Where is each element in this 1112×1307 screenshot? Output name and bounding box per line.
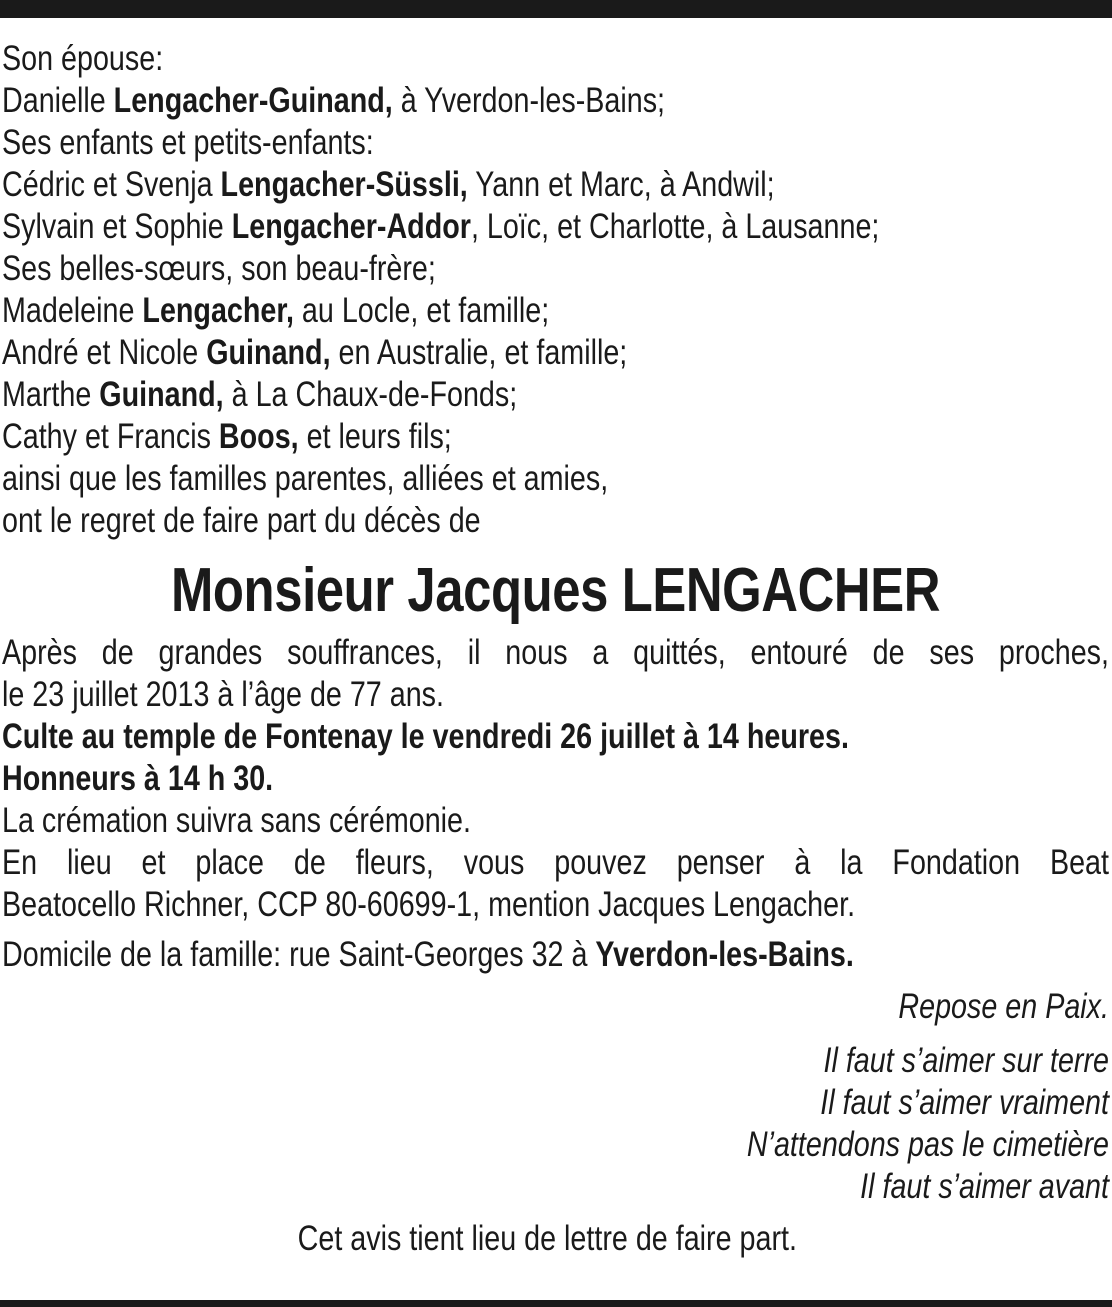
donation-details: Beatocello Richner, CCP 80-60699-1, mention Jacques Lengacher. xyxy=(2,885,856,924)
repose-en-paix: Repose en Paix. xyxy=(898,987,1109,1026)
family-text: Marthe xyxy=(2,375,100,414)
obituary-notice xyxy=(2,38,1109,1260)
family-text: Ses belles-sœurs, son beau-frère; xyxy=(2,249,436,288)
donation-line: En lieu et place de fleurs, vous pouvez penser à la Fondation Beat xyxy=(2,843,1109,882)
cremation-info: La crémation suivra sans cérémonie. xyxy=(2,801,471,840)
family-surname: Lengacher, xyxy=(142,291,294,330)
family-list xyxy=(2,38,1109,542)
family-text: au Locle, et famille; xyxy=(293,291,550,330)
address-town: Yverdon-les-Bains. xyxy=(595,935,854,974)
verse-line: Il faut s’aimer sur terre xyxy=(823,1041,1109,1080)
family-text: en Australie, et famille; xyxy=(330,333,628,372)
family-text: Sylvain et Sophie xyxy=(2,207,232,246)
top-rule xyxy=(0,0,1112,18)
family-text: Danielle xyxy=(2,81,114,120)
family-surname: Boos, xyxy=(218,417,299,456)
honours-info xyxy=(2,758,1109,800)
verse-line: Il faut s’aimer vraiment xyxy=(820,1083,1109,1122)
honours-text: Honneurs à 14 h 30. xyxy=(2,759,274,798)
family-text: ont le regret de faire part du décès de xyxy=(2,501,481,540)
family-surname: Guinand, xyxy=(206,333,331,372)
family-surname: Lengacher-Süssli, xyxy=(220,165,468,204)
family-line xyxy=(2,374,1109,416)
announcement-line: Après de grandes souffrances, il nous a quittés, entouré de ses proches, xyxy=(2,633,1109,672)
service-info xyxy=(2,716,1109,758)
family-line xyxy=(2,500,1109,542)
family-text: Son épouse: xyxy=(2,39,164,78)
family-text: Cathy et Francis xyxy=(2,417,219,456)
family-text: Ses enfants et petits-enfants: xyxy=(2,123,374,162)
deceased-name: Monsieur Jacques LENGACHER xyxy=(170,556,941,625)
family-surname: Lengacher-Addor xyxy=(231,207,471,246)
announcement-date: le 23 juillet 2013 à l’âge de 77 ans. xyxy=(2,675,444,714)
family-line xyxy=(2,248,1109,290)
family-line xyxy=(2,290,1109,332)
verse-line: N’attendons pas le cimetière xyxy=(746,1125,1109,1164)
family-text: Madeleine xyxy=(2,291,143,330)
family-surname: Lengacher-Guinand, xyxy=(113,81,393,120)
family-text: , Loïc, et Charlotte, à Lausanne; xyxy=(470,207,880,246)
family-line xyxy=(2,80,1109,122)
family-text: à La Chaux-de-Fonds; xyxy=(223,375,518,414)
family-address xyxy=(2,934,1109,976)
family-line xyxy=(2,206,1109,248)
family-line xyxy=(2,38,1109,80)
family-text: et leurs fils; xyxy=(298,417,452,456)
family-text: Yann et Marc, à Andwil; xyxy=(467,165,775,204)
address-text: Domicile de la famille: rue Saint-Georges 32 à xyxy=(2,935,596,974)
verse xyxy=(2,1040,1109,1208)
family-surname: Guinand, xyxy=(99,375,224,414)
verse-line: Il faut s’aimer avant xyxy=(860,1167,1109,1206)
family-line xyxy=(2,332,1109,374)
bottom-rule xyxy=(0,1300,1112,1307)
footer-note: Cet avis tient lieu de lettre de faire part. xyxy=(297,1219,797,1258)
family-text: André et Nicole xyxy=(2,333,207,372)
family-line xyxy=(2,458,1109,500)
family-text: à Yverdon-les-Bains; xyxy=(392,81,666,120)
family-text: ainsi que les familles parentes, alliées et amies, xyxy=(2,459,609,498)
family-line xyxy=(2,122,1109,164)
service-text: Culte au temple de Fontenay le vendredi 26 juillet à 14 heures. xyxy=(2,717,849,756)
family-text: Cédric et Svenja xyxy=(2,165,221,204)
family-line xyxy=(2,164,1109,206)
family-line xyxy=(2,416,1109,458)
